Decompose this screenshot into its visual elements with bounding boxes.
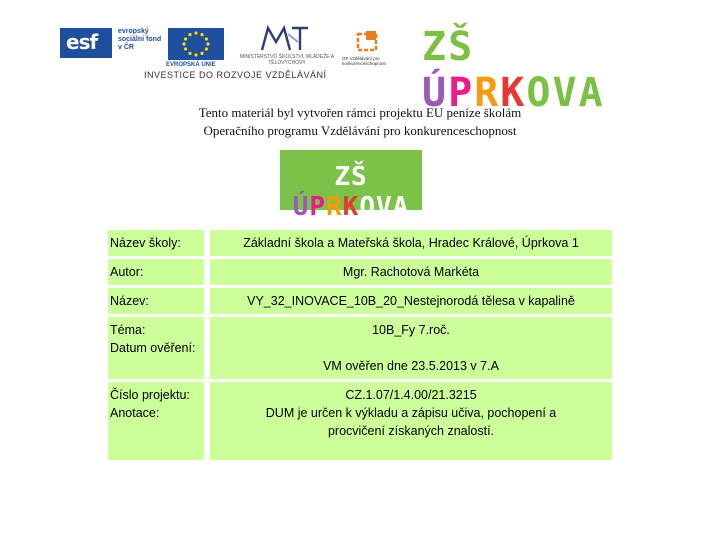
row-value	[210, 317, 612, 379]
logo-letter: Ú	[422, 70, 449, 116]
op-logo	[354, 30, 384, 54]
op-logo-icon	[354, 30, 384, 54]
school-logo-badge	[280, 150, 422, 222]
info-table	[108, 230, 612, 463]
logo-letter: A	[578, 70, 605, 116]
logo-letter: Ú	[292, 192, 310, 222]
logo-letter: Z	[334, 162, 351, 192]
intro-line-2: Operačního programu Vzdělávání pro konkurenceschopnost	[203, 123, 517, 138]
tema-label: Téma:	[110, 323, 146, 337]
row-label: Název školy:	[110, 236, 181, 250]
table-row	[108, 230, 612, 256]
logo-letter: V	[552, 70, 579, 116]
logo-letter: O	[359, 192, 376, 222]
eu-stars-icon	[168, 28, 224, 60]
table-row	[108, 259, 612, 285]
school-logo-large	[422, 24, 670, 116]
row-label	[108, 317, 204, 379]
projekt-value: CZ.1.07/1.4.00/21.3215	[345, 388, 477, 402]
anotace-value: DUM je určen k výkladu a zápisu učiva, pochopení a procvičení získaných znalostí.	[265, 406, 557, 438]
row-label: Název:	[110, 294, 149, 308]
msmt-logo	[258, 24, 312, 54]
logo-letter: V	[375, 192, 393, 222]
projekt-label: Číslo projektu:	[110, 388, 190, 402]
row-value	[210, 382, 612, 460]
logo-letter: K	[342, 192, 360, 222]
datum-label: Datum ověření:	[110, 341, 196, 355]
row-value: Mgr. Rachotová Markéta	[342, 265, 480, 279]
op-caption: OP Vzdělávání pro konkurenceschopnost	[342, 56, 386, 66]
table-row	[108, 382, 612, 460]
row-label: Autor:	[110, 265, 144, 279]
esf-logo-text: esf	[66, 30, 98, 54]
row-value: VY_32_INOVACE_10B_20_Nestejnorodá tělesa v kapalině	[247, 294, 575, 308]
logo-letter: R	[474, 70, 501, 116]
logo-letter: R	[326, 192, 343, 222]
logo-letter: Š	[448, 24, 475, 70]
logo-letter: O	[526, 70, 553, 116]
esf-caption: evropský sociální fond v ČR	[118, 28, 162, 51]
intro-line-1: Tento materiál byl vytvořen rámci projektu EU peníze školám	[198, 105, 522, 120]
msmt-caption: MINISTERSTVO ŠKOLSTVÍ, MLÁDEŽE A TĚLOVÝCHOVY	[239, 54, 335, 66]
table-row	[108, 288, 612, 314]
datum-value: VM ověřen dne 23.5.2013 v 7.A	[323, 359, 499, 373]
logo-letter: K	[500, 70, 527, 116]
esf-logo	[60, 28, 112, 58]
intro-text	[0, 104, 720, 140]
investice-tagline: INVESTICE DO ROZVOJE VZDĚLÁVÁNÍ	[144, 70, 327, 80]
school-logo-badge-text	[280, 162, 422, 222]
logo-letter: Z	[422, 24, 449, 70]
eu-caption: EVROPSKÁ UNIE	[166, 62, 216, 68]
eu-flag-logo	[168, 28, 224, 60]
anotace-label: Anotace:	[110, 406, 160, 420]
msmt-logo-icon	[258, 24, 312, 54]
table-row	[108, 317, 612, 379]
logo-letter: P	[309, 192, 327, 222]
row-value: Základní škola a Mateřská škola, Hradec Králové, Úprkova 1	[243, 236, 579, 250]
logo-letter: A	[392, 192, 410, 222]
row-label	[108, 382, 204, 460]
logo-letter: P	[448, 70, 475, 116]
tema-value: 10B_Fy 7.roč.	[372, 323, 450, 337]
logo-letter: Š	[351, 162, 368, 192]
